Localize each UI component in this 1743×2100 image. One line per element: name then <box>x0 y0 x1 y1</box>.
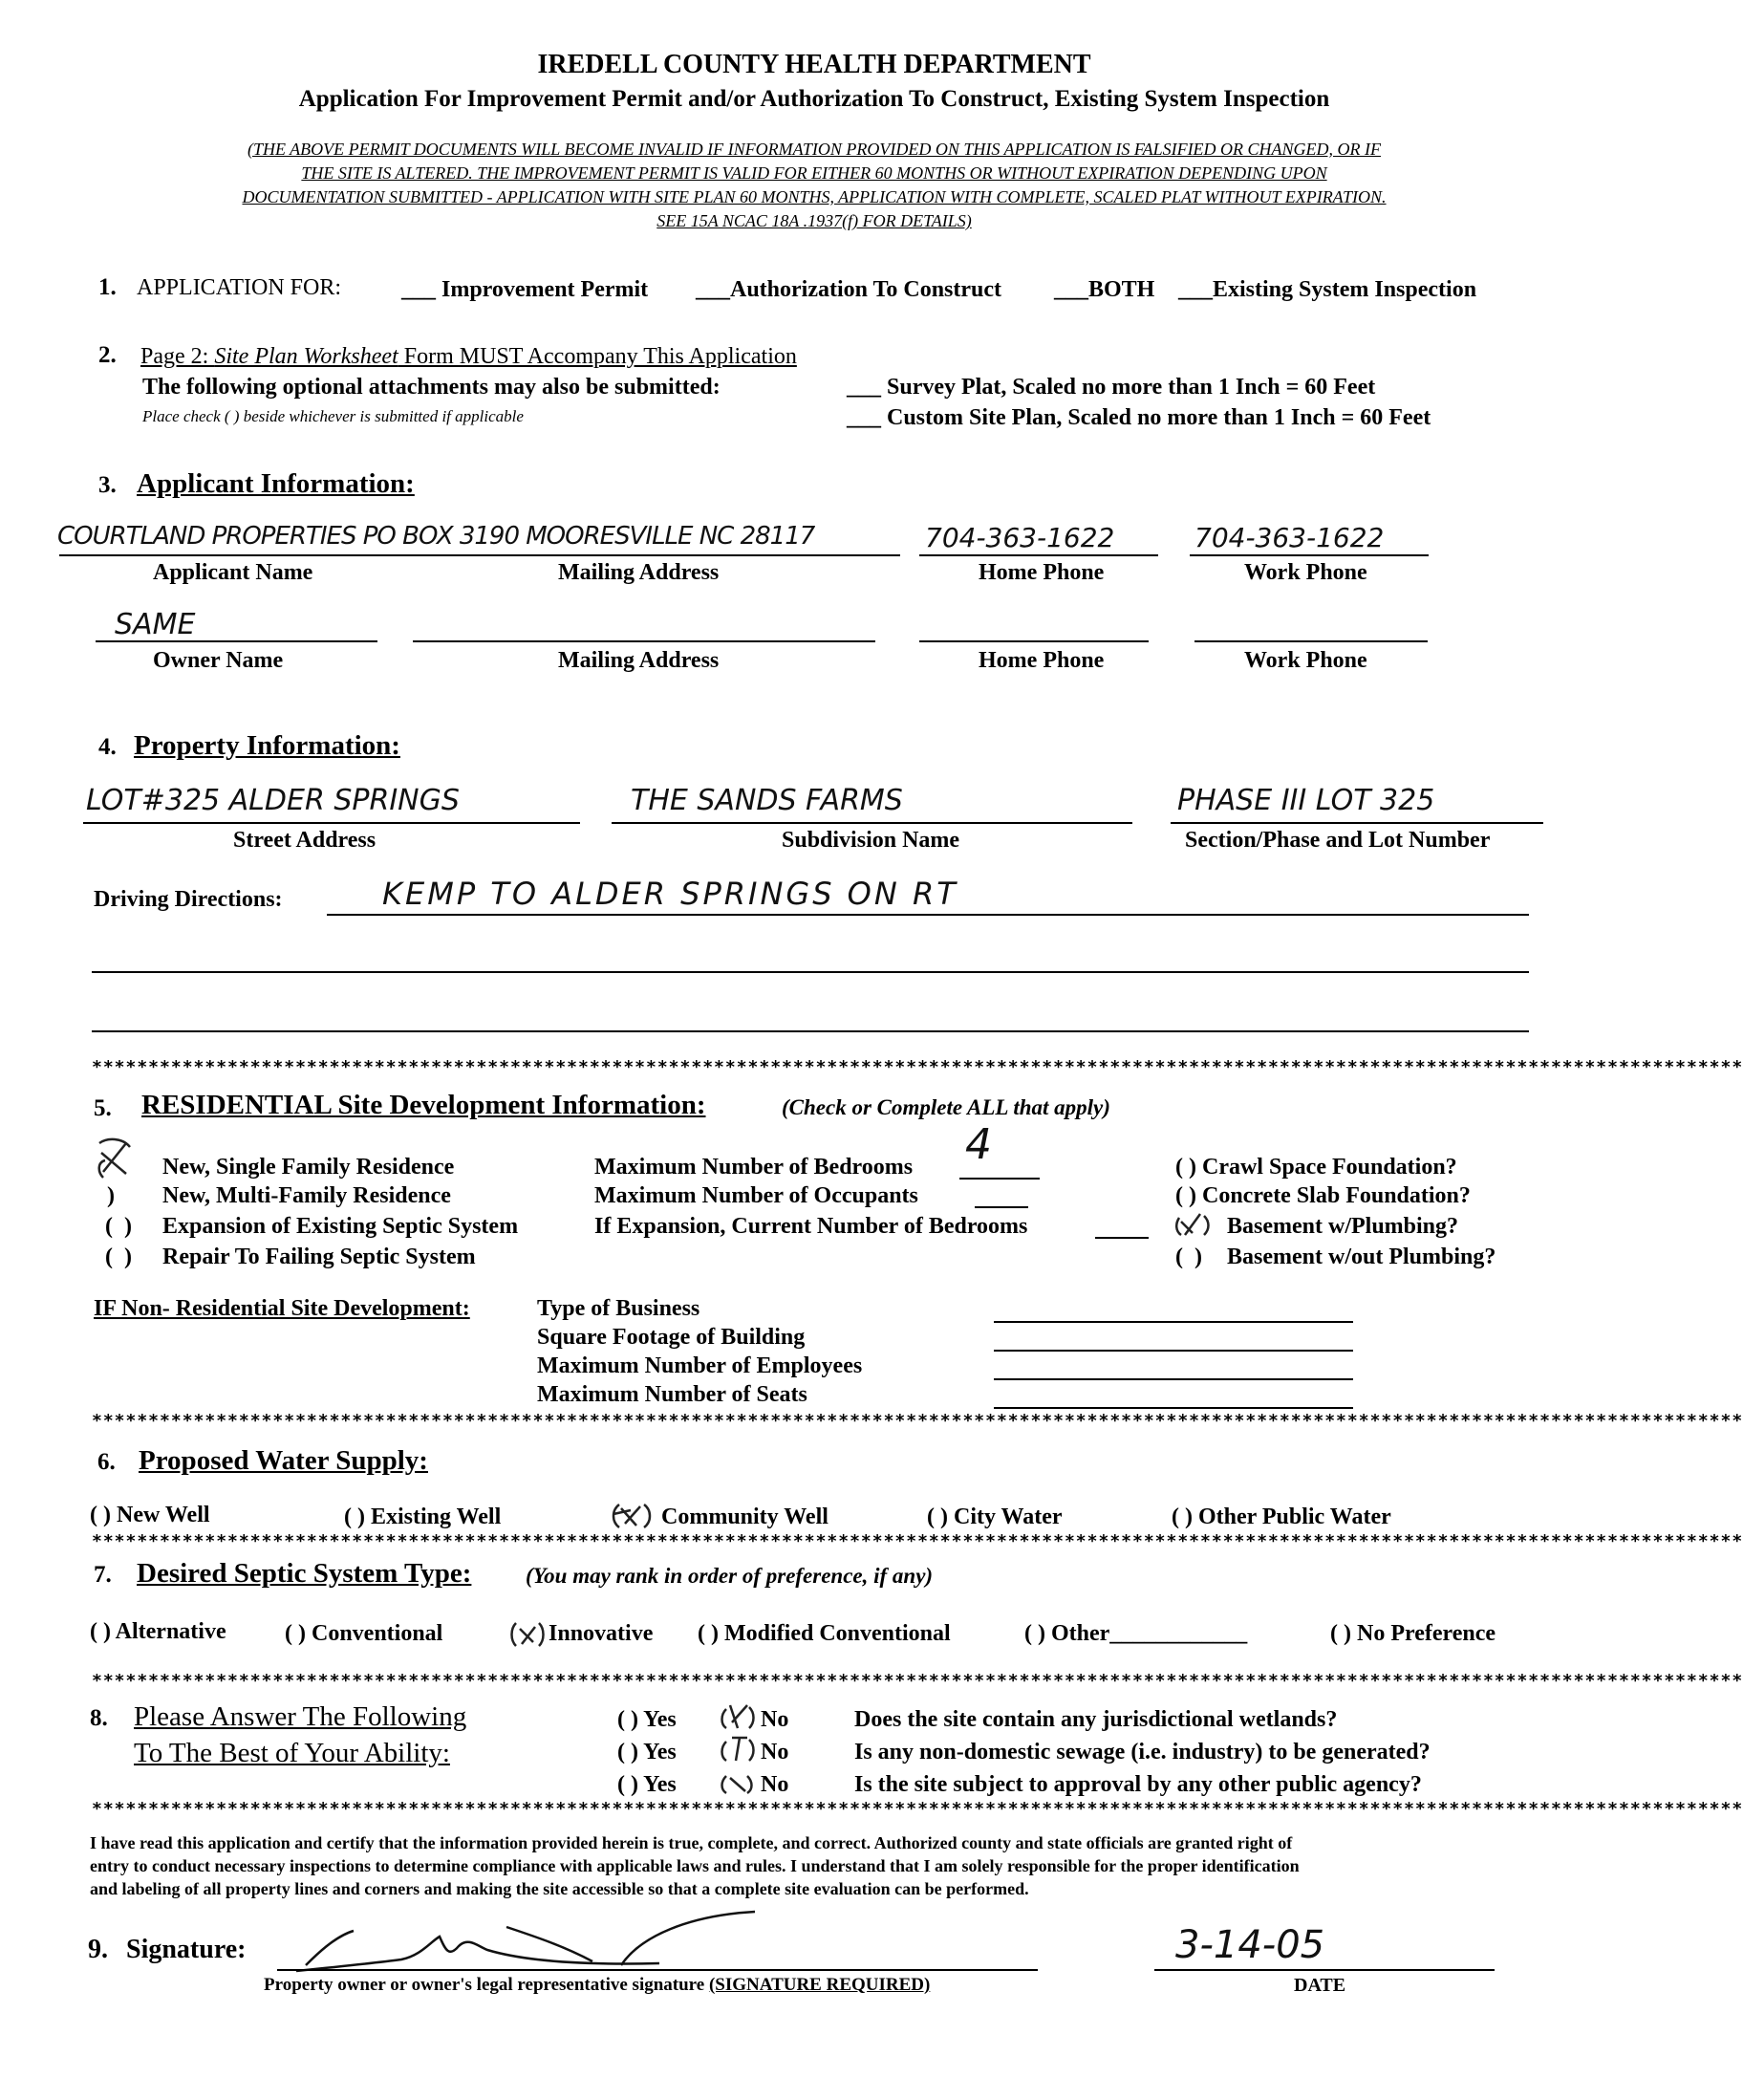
driving-directions-label: Driving Directions: <box>94 887 283 912</box>
option-survey-plat[interactable]: ___ Survey Plat, Scaled no more than 1 Inch = 60 Feet <box>847 375 1376 400</box>
date-value[interactable]: 3-14-05 <box>1175 1923 1325 1967</box>
owner-work-phone-line <box>1194 640 1428 642</box>
max-occupants-label: Maximum Number of Occupants <box>594 1183 918 1208</box>
section-2-number: 2. <box>98 342 117 368</box>
concrete-slab-option[interactable]: ( ) Concrete Slab Foundation? <box>1175 1183 1471 1208</box>
owner-home-phone-line <box>919 640 1149 642</box>
other-septic-option[interactable]: ( ) Other____________ <box>1024 1621 1248 1646</box>
separator-stars-4: ************************************************************************************************************************************************** <box>92 1671 1743 1691</box>
public-agency-yes[interactable]: ( ) Yes <box>617 1772 677 1797</box>
owner-mailing-label: Mailing Address <box>558 648 720 673</box>
section-5-number: 5. <box>94 1095 112 1121</box>
basement-no-plumbing-check[interactable]: ( ) <box>1175 1245 1202 1269</box>
applicant-home-phone-value[interactable]: 704-363-1622 <box>925 522 1115 553</box>
applicant-work-phone-line <box>1190 554 1429 556</box>
subdivision-value[interactable]: THE SANDS FARMS <box>631 784 903 817</box>
disclaimer-line-3: DOCUMENTATION SUBMITTED - APPLICATION WITH SITE PLAN 60 MONTHS, APPLICATION WITH COMPLETE, SCALED PLAT WITHOUT EXPIRATION. <box>242 187 1387 206</box>
disclaimer-line-1: (THE ABOVE PERMIT DOCUMENTS WILL BECOME INVALID IF INFORMATION PROVIDED ON THIS APPLICATION IS FALSIFIED OR CHANGED, OR IF <box>247 140 1382 159</box>
conventional-option[interactable]: ( ) Conventional <box>285 1621 443 1646</box>
application-for-label: APPLICATION FOR: <box>137 275 342 300</box>
septic-type-note: (You may rank in order of preference, if any) <box>526 1564 934 1588</box>
property-info-heading: Property Information: <box>134 730 400 761</box>
type-of-business-label: Type of Business <box>537 1296 700 1321</box>
type-of-business-line <box>994 1321 1353 1323</box>
sewage-no[interactable]: No <box>761 1740 789 1764</box>
wetlands-yes[interactable]: ( ) Yes <box>617 1707 677 1732</box>
new-well-option[interactable]: ( ) New Well <box>90 1503 210 1527</box>
option-existing-system-inspection[interactable]: ___Existing System Inspection <box>1178 277 1477 302</box>
section-phase-line <box>1171 822 1543 824</box>
separator-stars-2: ************************************************************************************************************************************************** <box>92 1411 1743 1431</box>
applicant-home-phone-label: Home Phone <box>979 560 1105 585</box>
owner-name-line <box>96 640 377 642</box>
expansion-option[interactable]: Expansion of Existing Septic System <box>162 1214 519 1239</box>
owner-name-value[interactable]: SAME <box>115 608 196 641</box>
subdivision-label: Subdivision Name <box>782 828 960 853</box>
applicant-name-address-value[interactable]: COURTLAND PROPERTIES PO BOX 3190 MOORESVILLE NC 28117 <box>57 522 815 551</box>
section-6-number: 6. <box>97 1449 116 1475</box>
option-custom-site-plan[interactable]: ___ Custom Site Plan, Scaled no more than 1 Inch = 60 Feet <box>847 405 1431 430</box>
applicant-home-phone-line <box>919 554 1158 556</box>
residential-note: (Check or Complete ALL that apply) <box>782 1095 1110 1119</box>
non-residential-label: IF Non- Residential Site Development: <box>94 1296 470 1321</box>
option-authorization-to-construct[interactable]: ___Authorization To Construct <box>696 277 1002 302</box>
existing-well-option[interactable]: ( ) Existing Well <box>344 1505 502 1529</box>
applicant-work-phone-value[interactable]: 704-363-1622 <box>1194 522 1385 553</box>
check-mark-icon <box>608 1501 663 1531</box>
directions-line-3 <box>92 1030 1529 1032</box>
max-occupants-line <box>975 1206 1028 1208</box>
basement-no-plumbing-option[interactable]: Basement w/out Plumbing? <box>1227 1245 1496 1269</box>
separator-stars-3: ************************************************************************************************************************************************** <box>92 1531 1743 1551</box>
repair-check[interactable]: ( ) <box>105 1245 132 1269</box>
applicant-info-heading: Applicant Information: <box>137 468 415 499</box>
multi-family-option[interactable]: New, Multi-Family Residence <box>162 1183 451 1208</box>
community-well-option[interactable]: Community Well <box>661 1505 828 1529</box>
date-label: DATE <box>1294 1975 1346 1996</box>
separator-stars-1: ************************************************************************************************************************************************** <box>92 1057 1743 1077</box>
applicant-line <box>59 554 900 556</box>
directions-line-2 <box>92 971 1529 973</box>
no-preference-option[interactable]: ( ) No Preference <box>1330 1621 1496 1646</box>
sewage-yes[interactable]: ( ) Yes <box>617 1740 677 1764</box>
signature-image[interactable] <box>277 1908 774 1984</box>
check-mark-icon <box>94 1134 138 1191</box>
water-supply-heading: Proposed Water Supply: <box>139 1445 428 1476</box>
owner-name-label: Owner Name <box>153 648 284 673</box>
section-4-number: 4. <box>98 734 117 760</box>
owner-work-phone-label: Work Phone <box>1244 648 1367 673</box>
current-bedrooms-line <box>1095 1237 1149 1239</box>
repair-option[interactable]: Repair To Failing Septic System <box>162 1245 476 1269</box>
section-3-number: 3. <box>98 472 117 498</box>
section-8-number: 8. <box>90 1705 108 1731</box>
section-phase-lot-value[interactable]: PHASE III LOT 325 <box>1177 784 1435 817</box>
certification-line-2: entry to conduct necessary inspections to determine compliance with applicable laws and rules. I understand that I am solely responsible for the proper identification <box>90 1856 1300 1875</box>
questions-heading-2: To The Best of Your Ability: <box>134 1738 450 1768</box>
option-improvement-permit[interactable]: ___ Improvement Permit <box>401 277 649 302</box>
crawl-space-option[interactable]: ( ) Crawl Space Foundation? <box>1175 1155 1457 1180</box>
max-seats-line <box>994 1407 1353 1409</box>
signature-caption: Property owner or owner's legal representative signature (SIGNATURE REQUIRED) <box>264 1975 931 1995</box>
disclaimer-line-2: THE SITE IS ALTERED. THE IMPROVEMENT PERMIT IS VALID FOR EITHER 60 MONTHS OR WITHOUT EXPIRATION DEPENDING UPON <box>301 163 1327 183</box>
square-footage-line <box>994 1350 1353 1352</box>
wetlands-no[interactable]: No <box>761 1707 789 1732</box>
certification-line-1: I have read this application and certify that the information provided herein is true, complete, and correct. Authorized county and state officials are granted right of <box>90 1833 1293 1852</box>
section-9-number: 9. <box>88 1935 108 1964</box>
sewage-question: Is any non-domestic sewage (i.e. industry) to be generated? <box>854 1740 1431 1764</box>
form-title: IREDELL COUNTY HEALTH DEPARTMENT <box>537 50 1091 79</box>
check-mark-icon <box>1172 1210 1216 1243</box>
check-mark-icon <box>508 1619 547 1650</box>
subdivision-line <box>612 822 1132 824</box>
wetlands-question: Does the site contain any jurisdictional wetlands? <box>854 1707 1338 1732</box>
basement-plumbing-option[interactable]: Basement w/Plumbing? <box>1227 1214 1459 1239</box>
street-address-label: Street Address <box>233 828 377 853</box>
single-family-option[interactable]: New, Single Family Residence <box>162 1155 455 1180</box>
applicant-work-phone-label: Work Phone <box>1244 560 1367 585</box>
directions-line-1 <box>327 914 1529 916</box>
max-employees-label: Maximum Number of Employees <box>537 1353 863 1378</box>
residential-heading: RESIDENTIAL Site Development Information: <box>141 1090 706 1120</box>
disclaimer-line-4: SEE 15A NCAC 18A .1937(f) FOR DETAILS) <box>656 211 972 230</box>
innovative-option[interactable]: Innovative <box>549 1621 654 1646</box>
multi-family-check[interactable]: ) <box>107 1183 115 1208</box>
alternative-option[interactable]: ( ) Alternative <box>90 1619 226 1644</box>
max-employees-line <box>994 1378 1353 1380</box>
check-mark-icon <box>719 1699 757 1734</box>
other-public-water-option[interactable]: ( ) Other Public Water <box>1172 1505 1391 1529</box>
section-1-number: 1. <box>98 274 117 300</box>
max-seats-label: Maximum Number of Seats <box>537 1382 807 1407</box>
optional-attachments-text: The following optional attachments may also be submitted: <box>142 375 721 400</box>
max-bedrooms-value[interactable]: 4 <box>965 1120 992 1169</box>
option-both[interactable]: ___BOTH <box>1054 277 1155 302</box>
check-mark-icon <box>719 1732 757 1766</box>
max-bedrooms-label: Maximum Number of Bedrooms <box>594 1155 914 1180</box>
separator-stars-5: ************************************************************************************************************************************************** <box>92 1799 1743 1819</box>
signature-label: Signature: <box>126 1935 247 1964</box>
applicant-name-label: Applicant Name <box>153 560 313 585</box>
applicant-mailing-label: Mailing Address <box>558 560 720 585</box>
date-line <box>1154 1969 1495 1971</box>
max-bedrooms-line <box>959 1178 1040 1180</box>
public-agency-question: Is the site subject to approval by any other public agency? <box>854 1772 1422 1797</box>
septic-type-heading: Desired Septic System Type: <box>137 1558 472 1589</box>
square-footage-label: Square Footage of Building <box>537 1325 806 1350</box>
public-agency-no[interactable]: No <box>761 1772 789 1797</box>
questions-heading-1: Please Answer The Following <box>134 1701 467 1732</box>
section-phase-lot-label: Section/Phase and Lot Number <box>1185 828 1491 853</box>
check-mark-icon <box>719 1768 757 1799</box>
section-7-number: 7. <box>94 1562 112 1588</box>
city-water-option[interactable]: ( ) City Water <box>927 1505 1063 1529</box>
modified-conventional-option[interactable]: ( ) Modified Conventional <box>698 1621 951 1646</box>
driving-directions-value[interactable]: KEMP TO ALDER SPRINGS ON RT <box>382 876 958 912</box>
certification-line-3: and labeling of all property lines and corners and making the site accessible so that a complete site evaluation can be performed. <box>90 1879 1029 1898</box>
expansion-check[interactable]: ( ) <box>105 1214 132 1239</box>
form-subtitle: Application For Improvement Permit and/or Authorization To Construct, Existing System Inspection <box>298 86 1330 112</box>
owner-mailing-line <box>413 640 875 642</box>
current-bedrooms-label: If Expansion, Current Number of Bedrooms <box>594 1214 1028 1239</box>
site-plan-heading: Page 2: Site Plan Worksheet Form MUST Accompany This Application <box>140 344 797 369</box>
owner-home-phone-label: Home Phone <box>979 648 1105 673</box>
street-address-line <box>83 822 580 824</box>
street-address-value[interactable]: LOT#325 ALDER SPRINGS <box>86 784 460 817</box>
place-check-note: Place check ( ) beside whichever is submitted if applicable <box>142 407 524 425</box>
signature-line <box>277 1969 1038 1971</box>
